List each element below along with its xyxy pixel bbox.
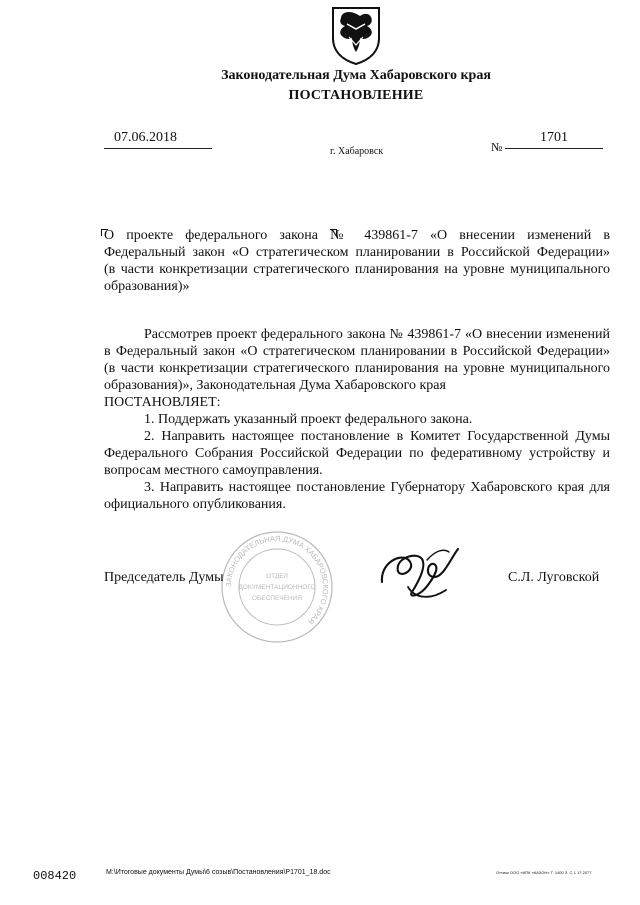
print-note: Оттиск ООО «ИПК «КАЗОН» Т. 1400 З. С-1 17.2077	[496, 870, 592, 875]
organization-heading: Законодательная Дума Хабаровского края	[221, 68, 491, 83]
resolution-body	[104, 326, 610, 513]
stamp-center-line: ДОКУМЕНТАЦИОННОГО	[238, 584, 316, 591]
subject-line: Федеральный закон «О стратегическом планировании в Российской Федерации»	[104, 245, 610, 260]
resolution-item-2-end: вопросам местного самоуправления.	[104, 463, 323, 478]
body-line: (в части конкретизации стратегического планирования на уровне муниципального	[104, 361, 610, 376]
resolution-item-1: 1. Поддержать указанный проект федерального закона.	[144, 412, 473, 427]
subject-line: (в части конкретизации стратегического планирования на уровне муниципального	[104, 262, 610, 277]
date-underline	[104, 148, 212, 149]
subject-paragraph	[104, 227, 610, 295]
subject-line: О проекте федерального закона № 439861-7 «О внесении изменений в	[104, 228, 610, 243]
body-line: в Федеральный закон «О стратегическом планировании в Российской Федерации»	[104, 344, 610, 359]
resolution-item-3: 3. Направить настоящее постановление Губернатору Хабаровского края для	[144, 480, 610, 495]
resolution-item-3-end: официального опубликования.	[104, 497, 286, 512]
coat-of-arms-icon	[329, 4, 383, 66]
subject-line: образования)»	[104, 279, 190, 294]
resolution-item-2-continued: Федерального Собрания Российской Федерации по федеративному устройству и	[104, 446, 610, 461]
document-type-heading: ПОСТАНОВЛЕНИЕ	[288, 88, 424, 103]
file-path: M:\Итоговые документы Думы\6 созыв\Постановления\P1701_18.doc	[106, 869, 331, 876]
number-underline	[505, 148, 603, 149]
official-stamp-icon	[218, 528, 336, 646]
stamp-ring-text: ЗАКОНОДАТЕЛЬНАЯ ДУМА ХАБАРОВСКОГО КРАЯ	[223, 533, 331, 627]
document-date: 07.06.2018	[114, 130, 177, 145]
resolution-item-2: 2. Направить настоящее постановление в Комитет Государственной Думы	[144, 429, 610, 444]
body-line: Рассмотрев проект федерального закона № 439861-7 «О внесении изменений	[144, 327, 610, 342]
resolves-heading: ПОСТАНОВЛЯЕТ:	[104, 395, 221, 410]
signature-image	[373, 540, 465, 610]
document-code: 008420	[33, 869, 77, 883]
chair-title: Председатель Думы	[104, 570, 224, 585]
number-label: №	[491, 140, 503, 154]
signatory-name: С.Л. Луговской	[508, 570, 600, 585]
stamp-center-line: ОБЕСПЕЧЕНИЯ	[251, 595, 303, 602]
city-label: г. Хабаровск	[330, 146, 384, 157]
body-line: образования)», Законодательная Дума Хабаровского края	[104, 378, 446, 393]
stamp-center-line: ОТДЕЛ	[266, 573, 288, 580]
document-number: 1701	[540, 130, 568, 145]
